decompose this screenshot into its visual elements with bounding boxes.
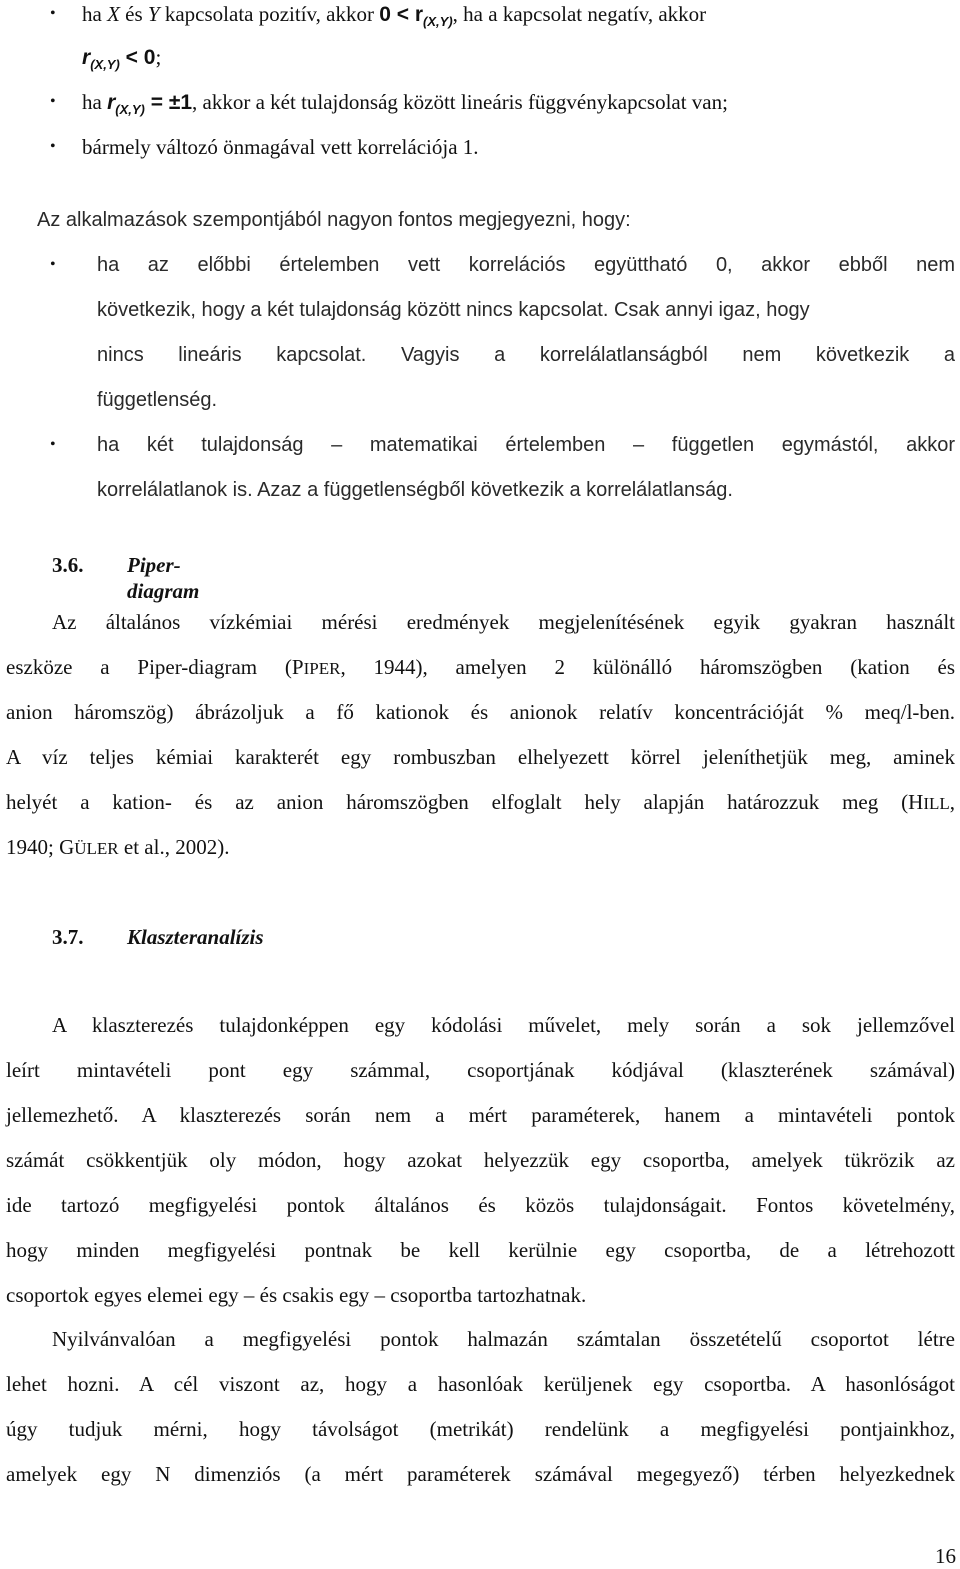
para-line: lehet hozni. A cél viszont az, hogy a hasonlóak kerüljenek egy csoportba. A hasonlóságot (6, 1372, 955, 1396)
section-number: 3.7. (52, 925, 84, 949)
para-line: A klaszterezés tulajdonképpen egy kódolási művelet, mely során a sok jellemzővel (52, 1013, 955, 1037)
section-title: Klaszteranalízis (127, 925, 264, 949)
para-line: csoportok egyes elemei egy – és csakis egy – csoportba tartozhatnak. (6, 1283, 587, 1307)
note-item-1-line-4: függetlenség. (97, 389, 218, 411)
bullet-marker: • (50, 5, 56, 22)
note-item-2-line-2: korrelálatlanok is. Azaz a függetlenségből következik a korrelálatlanság. (97, 479, 733, 501)
formula-linear: $r_{(X,Y)} = \pm 1$ (107, 91, 193, 118)
text: ha (82, 2, 108, 26)
text: , akkor a két tulajdonság között lineáris függvénykapcsolat van; (192, 90, 728, 114)
bullet-marker: • (50, 436, 56, 453)
para-line: leírt mintavételi pont egy számmal, csoportjának kódjával (klaszterének számával) (6, 1058, 955, 1082)
formula-positive: $0 < r_{(X,Y)}$ (379, 3, 453, 30)
para-line: amelyek egy N dimenziós (a mért paraméterek számával megegyező) térben helyezkednek (6, 1462, 955, 1486)
section-heading-3-6 (52, 552, 200, 603)
section-heading-3-7 (52, 924, 264, 950)
note-item-1-line-3: nincs lineáris kapcsolat. Vagyis a korrelálatlanságból nem következik a (97, 344, 955, 366)
note-intro: Az alkalmazások szempontjából nagyon fontos megjegyezni, hogy: (37, 209, 631, 231)
section-title: Piper-diagram (127, 553, 200, 603)
text: ; (155, 45, 162, 69)
var-y: Y (147, 2, 160, 26)
bullet-marker: • (50, 256, 56, 273)
bullet-2 (82, 89, 728, 123)
para-line: ide tartozó megfigyelési pontok általános és közös tulajdonságait. Fontos követelmény, (6, 1193, 955, 1217)
section-number: 3.6. (52, 553, 84, 577)
para-line: Az általános vízkémiai mérési eredmények megjelenítésének egyik gyakran használt (52, 610, 955, 634)
bullet-marker: • (50, 93, 56, 110)
para-line: eszköze a Piper-diagram (PIPER, 1944), amelyen 2 különálló háromszögben (kation és (6, 655, 956, 679)
para-line: úgy tudjuk mérni, hogy távolságot (metrikát) rendelünk a megfigyelési pontjainkhoz, (6, 1417, 955, 1441)
text: kapcsolata pozitív, akkor (159, 2, 380, 26)
var-x: X (107, 2, 120, 26)
para-line: helyét a kation- és az anion háromszögben elfoglalt hely alapján határozzuk meg (HILL, (6, 790, 955, 814)
formula-negative: $r_{(X,Y)} < 0$ (82, 46, 156, 73)
text: és (119, 2, 148, 26)
para-line: anion háromszög) ábrázoljuk a fő kationok és anionok relatív koncentrációját % meq/l-ben. (6, 700, 955, 724)
bullet-1-line-2 (82, 44, 161, 78)
para-line: számát csökkentjük oly módon, hogy azokat helyezzük egy csoportba, amelyek tükrözik az (6, 1148, 955, 1172)
bullet-marker: • (50, 138, 56, 155)
page-number: 16 (935, 1544, 956, 1568)
text: ha (82, 90, 108, 114)
note-item-2-line-1: ha két tulajdonság – matematikai értelemben – független egymástól, akkor (97, 434, 955, 456)
para-line: Nyilvánvalóan a megfigyelési pontok halmazán számtalan összetételű csoportot létre (52, 1327, 955, 1351)
para-line: hogy minden megfigyelési pontnak be kell kerülnie egy csoportba, de a létrehozott (6, 1238, 955, 1262)
para-line: 1940; GÜLER et al., 2002). (6, 835, 230, 859)
note-item-1-line-2: következik, hogy a két tulajdonság között nincs kapcsolat. Csak annyi igaz, hogy (97, 299, 810, 321)
bullet-3: bármely változó önmagával vett korrelációja 1. (82, 135, 479, 159)
para-line: jellemezhető. A klaszterezés során nem a mért paraméterek, hanem a mintavételi pontok (6, 1103, 955, 1127)
text: , ha a kapcsolat negatív, akkor (452, 2, 707, 26)
para-line: A víz teljes kémiai karakterét egy rombuszban elhelyezett körrel jeleníthetjük meg, aminek (6, 745, 955, 769)
bullet-1-line-1 (82, 1, 956, 35)
note-item-1-line-1: ha az előbbi értelemben vett korrelációs együttható 0, akkor ebből nem (97, 254, 955, 276)
